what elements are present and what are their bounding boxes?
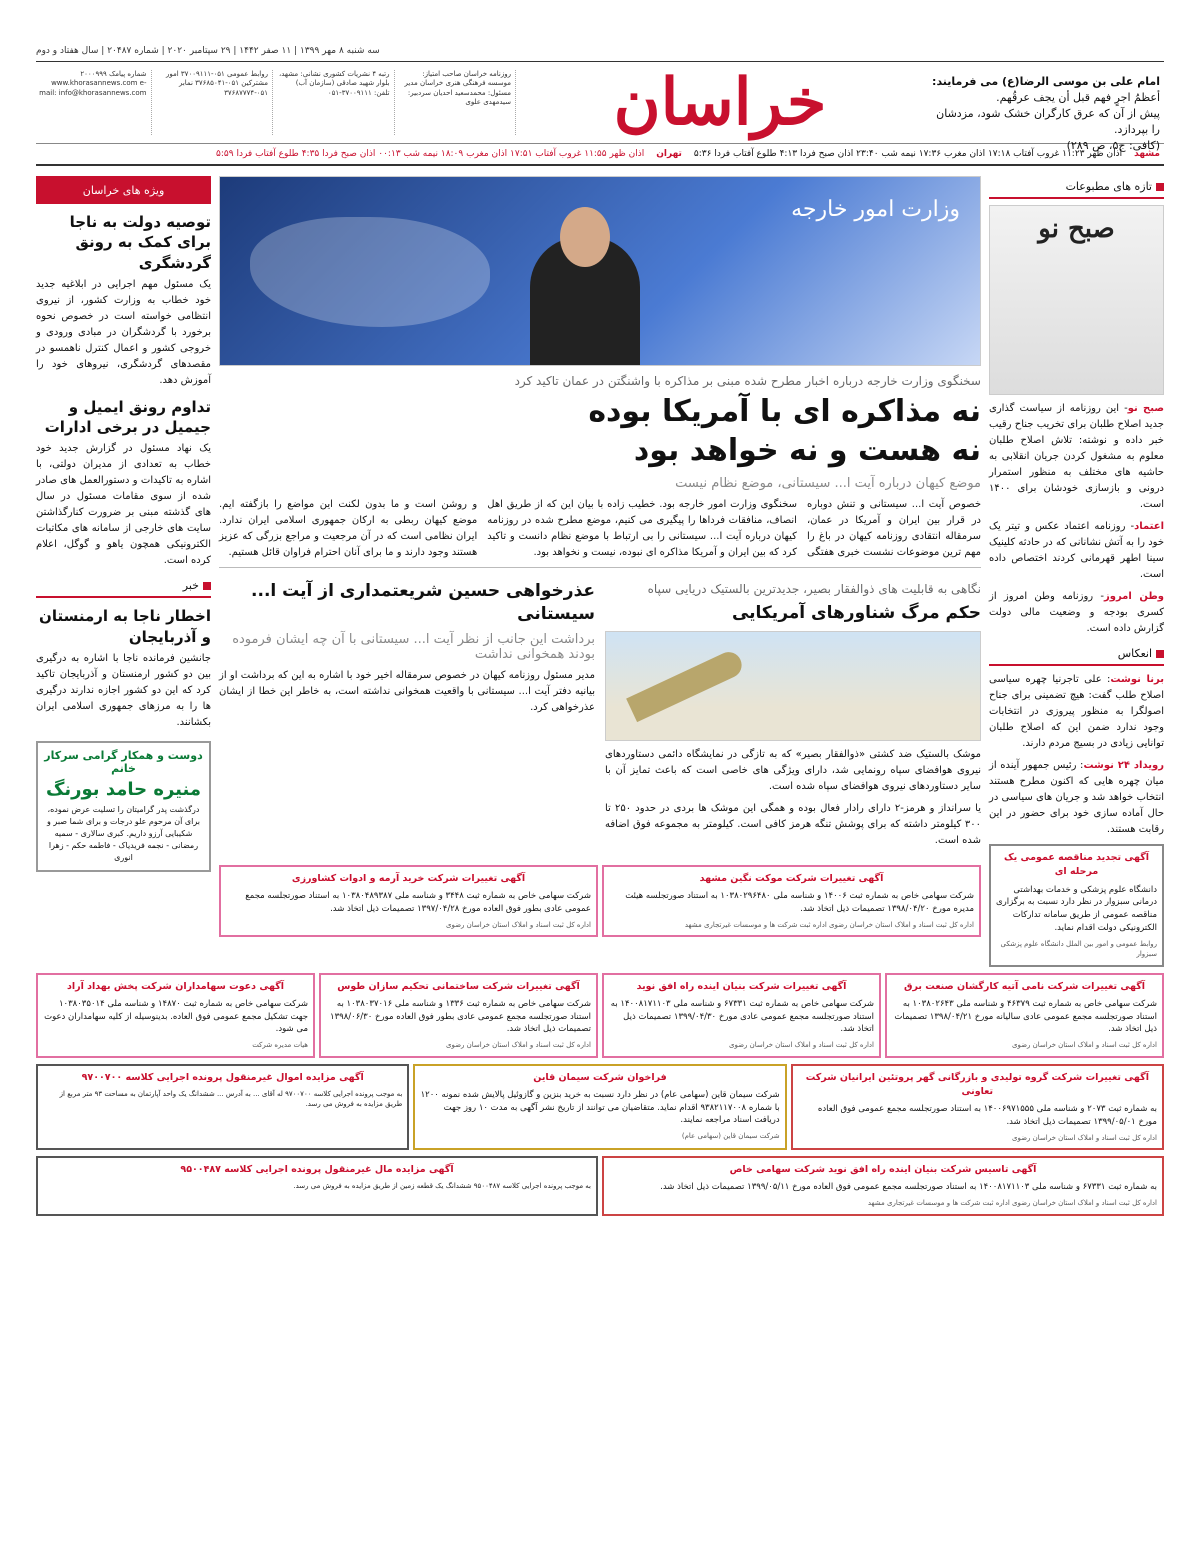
mashhad-times: اذان ظهر ۱۱:۲۳ غروب آفتاب ۱۷:۱۸ اذان مغرب ۱۷:۳۶ نیمه شب ۲۳:۴۰ اذان صبح فردا ۴:۱۳ طلوع آفتاب فردا ۵:۳۶ xyxy=(693,149,1123,159)
ad-box[interactable] xyxy=(602,1156,1164,1216)
newspaper-thumbnail[interactable] xyxy=(989,205,1164,395)
side-headline[interactable]: اخطار ناجا به ارمنستان و آذربایجان xyxy=(39,607,211,646)
ad-footer: روابط عمومی و امور بین الملل دانشگاه علوم پزشکی سبزوار xyxy=(1000,939,1157,958)
apology-story xyxy=(219,574,595,855)
lead-subhead: موضع کیهان درباره آیت ا... سیستانی، موضع نظام نیست xyxy=(675,476,981,491)
ad-title: آگهی تاسیس شرکت بنیان اینده راه افق نوید شرکت سهامی خاص xyxy=(729,1164,1037,1175)
ad-title: آگهی مزایده مال غیرمنقول پرونده اجرایی کلاسه ۹۵۰۰۴۸۷ xyxy=(180,1164,454,1175)
missile-photo[interactable] xyxy=(605,631,981,741)
lead-text: سخنگوی وزارت امور خارجه بود. خطیب زاده با بیان این که از طریق اهل انصاف، منافقات فرداها را پیگیری می کنیم، موضع مطرح شده در روزنامه کیهان درباره آیت ا... سیستانی را بی ارتباط با موضع نظام دانست و تاکید کرد که بین ایران و آمریکا مذاکره ای نبوده، نیست و نخواهد بود. xyxy=(487,499,797,558)
section-title: تازه های مطبوعات xyxy=(1065,180,1152,193)
reflection-item xyxy=(989,758,1164,838)
ads-row-middle xyxy=(36,973,1164,1058)
left-column xyxy=(36,176,211,967)
ad-footer: شرکت سیمان قاین (سهامی عام) xyxy=(681,1132,780,1140)
masthead xyxy=(36,62,1164,152)
press-text: - روزنامه اعتماد عکس و تیتر یک خود را به آتش نشانانی که در حادثه کلینیک سینا اطهر قهرمانی کردند اختصاص داده است. xyxy=(989,521,1164,580)
side-text: یک مسئول مهم اجرایی در ابلاغیه جدید خود خطاب به وزارت کشور، از نیروی انتظامی خواسته است در خصوص نحوه برخورد با گردشگران در مبادی ورودی و خروجی کشور و اعمال کنترل ناهمسو در مقصدهای گردشگری، نیروهای خود را آموزش دهد. xyxy=(36,278,211,386)
press-lead: اعتماد xyxy=(1134,521,1164,532)
spokesperson-head xyxy=(560,207,610,267)
ads-row-bottom xyxy=(36,1064,1164,1151)
section-title: انعکاس xyxy=(1117,647,1152,660)
headline-line: نه هست و نه خواهد بود xyxy=(633,433,981,468)
apology-headline[interactable]: عذرخواهی حسین شریعتمداری از آیت ا... سیستانی xyxy=(251,581,595,624)
ad-title: آگهی تجدید مناقصه عمومی یک مرحله ای xyxy=(1003,852,1150,878)
ad-box[interactable] xyxy=(36,1064,409,1151)
ad-box[interactable] xyxy=(319,973,598,1058)
apology-text: مدیر مسئول روزنامه کیهان در خصوص سرمقاله اخیر خود با اشاره به این که برداشت او از بیانیه دفتر آیت ا... سیستانی با واقعیت همخوانی نداشته است، به خاطر این خطا از ایشان عذرخواهی کرد. xyxy=(219,669,595,713)
ad-footer: اداره کل ثبت اسناد و املاک استان خراسان رضوی xyxy=(1011,1041,1157,1049)
ad-text: شرکت سهامی خاص به شماره ثبت ۱۴۰۰۶ و شناسه ملی ۱۰۳۸۰۲۹۶۴۸۰ به استناد صورتجلسه هیئت مدیره مورخ ۱۳۹۸/۰۴/۲۰ تصمیمات ذیل اتخاذ شد. xyxy=(625,891,974,914)
lead-text: و روشن است و ما بدون لکنت این مواضع را بازگفته ایم. موضع کیهان ربطی به ارکان جمهوری اسلامی ایران ندارد. ایران نظامی است که در آن مرجعیت و مراجع بزرگی که عزیز هستند وجود دارند و ما برای آنان احترام فراوان قائل هستیم. xyxy=(219,499,478,558)
ad-footer: اداره کل ثبت اسناد و املاک استان خراسان رضوی اداره ثبت شرکت ها و موسسات غیرتجاری مشهد xyxy=(867,1199,1157,1207)
ad-footer: اداره کل ثبت اسناد و املاک استان خراسان رضوی xyxy=(728,1041,874,1049)
ad-text: به شماره ثبت ۶۷۳۳۱ و شناسه ملی ۱۴۰۰۸۱۷۱۱۰۳ به استناد صورتجلسه مجمع عمومی فوق العاده مورخ ۱۳۹۹/۰۵/۱۱ تصمیمات ذیل اتخاذ شد. xyxy=(660,1182,1157,1193)
ad-text: شرکت سهامی خاص به شماره ثبت ۴۶۳۷۹ و شناسه ملی ۱۰۳۸۰۲۶۴۳ به استناد صورتجلسه مجمع عمومی عادی سالیانه مورخ ۱۳۹۸/۰۴/۲۱ تصمیمات ذیل اتخاذ شد. xyxy=(894,998,1157,1035)
logo-text: خراسان xyxy=(613,65,827,140)
lead-kicker: سخنگوی وزارت خارجه درباره اخبار مطرح شده مبنی بر مذاکره با واشنگتن در عمان تاکید کرد xyxy=(514,374,981,388)
ad-title: آگهی تغییرات شرکت ساختمانی تحکیم سازان طوس xyxy=(337,980,580,992)
ministry-sign: وزارت امور خارجه xyxy=(791,197,960,222)
missile-text: موشک بالستیک ضد کشتی «ذوالفقار بصیر» که به تازگی در نمایشگاه دائمی دستاوردهای نیروی هوافضای سپاه رونمایی شد، دارای ویژگی های خاصی است که باعث تمایز آن با سایر دستاوردهای نیروی هوافضای سپاه شده است. xyxy=(605,748,981,792)
ad-title: آگهی مزایده اموال غیرمنقول پرونده اجرایی کلاسه ۹۷۰۰۷۰۰ xyxy=(81,1071,364,1083)
ad-title: آگهی دعوت سهامداران شرکت پخش بهداد آراد xyxy=(66,980,284,992)
lead-story-body xyxy=(219,497,981,567)
ad-box[interactable] xyxy=(791,1064,1164,1151)
press-lead: صبح نو xyxy=(1127,403,1164,414)
missile-kicker: نگاهی به قابلیت های ذوالفقار بصیر، جدیدترین بالستیک دریایی سپاه xyxy=(647,582,981,596)
info-column: روابط عمومی ۰۵۱-۳۷۰۰۹۱۱۱ امور مشترکین ۰۵۱-۳۷۶۸۵۰۴۱ نمابر ۰۵۱-۳۷۶۸۷۷۷۴ xyxy=(158,70,274,135)
side-headline[interactable]: تداوم رونق ایمیل و جیمیل در برخی ادارات xyxy=(44,397,211,436)
hero-photo[interactable] xyxy=(219,176,981,366)
ad-title: آگهی تغییرات شرکت خرید آرمه و ادوات کشاورزی xyxy=(291,872,526,884)
main-headline[interactable] xyxy=(219,392,981,470)
world-map-shape xyxy=(250,217,490,327)
ad-text: دانشگاه علوم پزشکی و خدمات بهداشتی درمانی سبزوار در نظر دارد نسبت به برگزاری مناقصه عمومی از طریق سامانه تدارکات الکترونیکی دولت اقدام نماید. xyxy=(996,884,1157,933)
side-text: جانشین فرمانده ناجا با اشاره به درگیری بین دو کشور ارمنستان و آذربایجان تاکید کرد که این دو کشور اجازه ندارند درگیری ها را به مرزهای جمهوری اسلامی ایران بکشانند. xyxy=(36,652,211,728)
ad-box[interactable] xyxy=(602,865,981,937)
content-grid xyxy=(36,176,1164,967)
ad-text: شرکت سیمان قاین (سهامی عام) در نظر دارد نسبت به خرید بنزین و گازوئیل پالایش شده نمونه ۱۲۰۰ با شماره ۹۳۸۲۱۱۷۰۰۸ اقدام نماید. متقاضیان می توانند از تاریخ نشر آگهی به مدت ۱۰ روز جهت دریافت اسناد مراجعه نمایند. xyxy=(420,1089,780,1126)
side-headline[interactable]: توصیه دولت به ناجا برای کمک به رونق گردشگری xyxy=(69,213,211,272)
hadith-reference: (کافی: ج۵، ص ۲۸۹) xyxy=(1066,138,1160,152)
ads-row-last xyxy=(36,1156,1164,1216)
missile-text: یا سرانداز و هرمز-۲ دارای رادار فعال بوده و همگی این موشک ها بردی در حدود ۲۵۰ تا ۳۰۰ کیلومتر داشته که برای پوشش تنگه هرمز کافی است. کیلومتر به مجموعه فوق اضافه شده است. xyxy=(605,802,981,846)
side-text: یک نهاد مسئول در گزارش جدید خود خطاب به تعدادی از مدیران دولتی، با اشاره به تاکیدات و دستورالعمل های صادر شده از سوی مقامات مسئول در سال های گذشته مبنی بر ضرورت کنارگذاشتن سایت های خارجی از سامانه های مکاتبات الکترونیکی همچون یاهو و گوگل، اعلام کرده است. xyxy=(36,443,211,567)
condolence-text: درگذشت پدر گرامیتان را تسلیت عرض نموده، برای آن مرحوم علو درجات و برای شما صبر و شکیبایی آرزو داریم. کبری سالاری - سمیه رمضانی - نجمه فریدیاک - فاطمه حکم - زهرا انوری xyxy=(47,804,200,862)
ads-row-top xyxy=(219,865,981,937)
tehran-times: اذان ظهر ۱۱:۵۵ غروب آفتاب ۱۷:۵۱ اذان مغرب ۱۸:۰۹ نیمه شب ۰۰:۱۳ اذان صبح فردا ۴:۳۵ طلوع آفتاب فردا ۵:۵۹ xyxy=(216,149,645,159)
headline-line: نه مذاکره ای با آمریکا بوده xyxy=(588,394,981,429)
missile-shape xyxy=(626,648,746,722)
reflection-text: : رئیس جمهور آینده از میان چهره هایی که اکنون مطرح هستند انتخاب خواهد شد و جریان های سیاسی در حال آماده سازی خود برای حضور در این رقابت هستند. xyxy=(989,760,1164,835)
hadith-arabic: أعظمُ اجرٍ فهم قبل أن يجف عرقُهم. xyxy=(996,90,1160,104)
apology-subhead: برداشت این جانب از نظر آیت ا... سیستانی با آن چه ایشان فرموده بودند همخوانی نداشت xyxy=(232,631,595,662)
special-banner: ویژه های خراسان xyxy=(36,176,211,204)
ad-title: آگهی تغییرات شرکت بنیان اینده راه افق نوید xyxy=(636,980,847,992)
ad-footer: اداره کل ثبت اسناد و املاک استان خراسان رضوی xyxy=(445,920,591,929)
lead-text: خصوص آیت ا... سیستانی و تنش دوباره در قرار بین ایران و آمریکا در عمان، سرمقاله انتقادی روزنامه کیهان در باغ را مهم ترین موضوعات نشست خبری هفتگی xyxy=(806,499,981,558)
reflection-item xyxy=(989,672,1164,752)
right-column xyxy=(989,176,1164,967)
bullet-icon xyxy=(203,582,211,590)
ad-box[interactable] xyxy=(885,973,1164,1058)
ad-title: فراخوان شرکت سیمان قاین xyxy=(533,1071,667,1083)
ad-text: به شماره ثبت ۲۰۷۳ و شناسه ملی ۱۴۰۰۶۹۷۱۵۵۵ به استناد صورتجلسه مجمع عمومی فوق العاده مورخ ۱۳۹۹/۰۵/۰۱ تصمیمات ذیل اتخاذ شد. xyxy=(817,1104,1157,1127)
bullet-icon xyxy=(1156,183,1164,191)
thumbnail-title: صبح نو xyxy=(1038,214,1115,244)
ad-text: شرکت سهامی خاص به شماره ثبت ۶۷۳۳۱ و شناسه ملی ۱۴۰۰۸۱۷۱۱۰۳ به استناد صورتجلسه مجمع عمومی عادی مورخ ۱۳۹۹/۰۴/۳۰ تصمیمات ذیل اتخاذ شد. xyxy=(610,998,874,1035)
info-column: رتبه ۴ نشریات کشوری نشانی: مشهد، بلوار شهید صادقی (سازمان آب) تلفن: ۳۷۰۰۹۱۱۱-۰۵۱ xyxy=(279,70,395,135)
ad-text: به موجب پرونده اجرایی کلاسه ۹۵۰۰۴۸۷ ششدانگ یک قطعه زمین از طریق مزایده به فروش می رسد. xyxy=(293,1182,591,1191)
ad-text: شرکت سهامی خاص به شماره ثبت ۱۳۳۶ و شناسه ملی ۱۰۳۸۰۳۷۰۱۶ به استناد صورتجلسه مجمع عمومی عادی بطور فوق العاده مورخ ۱۳۹۸/۰۶/۳۰ تصمیمات ذیل اتخاذ شد. xyxy=(330,998,591,1035)
ad-title: آگهی تغییرات شرکت موکت نگین مشهد xyxy=(699,872,884,884)
publisher-info xyxy=(36,62,516,143)
ad-box[interactable] xyxy=(219,865,598,937)
hadith-translation: پیش از آن که عرق کارگران خشک شود، مزدشان را بپردازد. xyxy=(936,106,1160,136)
ad-text: شرکت سهامی خاص به شماره ثبت ۳۴۴۸ و شناسه ملی ۱۰۳۸۰۴۸۹۳۸۷ به استناد صورتجلسه مجمع عمومی عادی بطور فوق العاده مورخ ۱۳۹۷/۰۴/۲۸ تصمیمات ذیل اتخاذ شد. xyxy=(245,891,591,914)
reflection-text: : علی تاجرنیا چهره سیاسی اصلاح طلب گفت: هیچ تضمینی برای جناح اصولگرا به منظور پیروزی در انتخابات وجود ندارد ضمن این که اصلاح طلبان توانایی زیادی در بسیج مردم دارند. xyxy=(989,674,1164,749)
condolence-ad[interactable] xyxy=(36,741,211,872)
hadith-box xyxy=(924,62,1164,152)
date-text: سه شنبه ۸ مهر ۱۳۹۹ | ۱۱ صفر ۱۴۴۲ | ۲۹ سپتامبر ۲۰۲۰ | شماره ۲۰۴۸۷ | سال هفتاد و دوم xyxy=(36,45,380,56)
ad-box[interactable] xyxy=(36,973,315,1058)
press-lead: وطن امروز xyxy=(1103,591,1164,602)
section-header xyxy=(989,176,1164,199)
date-line xyxy=(36,40,1164,62)
info-column: روزنامه خراسان صاحب امتیاز: موسسه فرهنگی هنری خراسان مدیر مسئول: محمدسعید احدیان سردبیر: سیدمهدی علوی xyxy=(401,70,517,135)
section-header xyxy=(36,575,211,598)
tender-ad[interactable] xyxy=(989,844,1164,967)
logo xyxy=(516,62,924,143)
ad-footer: هیات مدیره شرکت xyxy=(252,1041,308,1049)
reflection-lead: رویداد ۲۴ نوشت xyxy=(1083,760,1164,771)
ad-box[interactable] xyxy=(36,1156,598,1216)
hadith-title: امام علی بن موسی الرضا(ع) می فرمایند: xyxy=(932,75,1160,88)
press-item xyxy=(989,589,1164,637)
ad-title: آگهی تغییرات شرکت گروه تولیدی و بازرگانی گهر پروتئین ایرانیان شرکت تعاونی xyxy=(805,1071,1149,1097)
press-item xyxy=(989,401,1164,513)
info-column: شماره پیامک ۲۰۰۰۹۹۹ www.khorasannews.com e-mail: info@khorasannews.com xyxy=(36,70,152,135)
press-text: - روزنامه وطن امروز از کسری بودجه و وضعیت مالی دولت گزارش داده است. xyxy=(989,591,1164,634)
ad-box[interactable] xyxy=(602,973,881,1058)
press-item xyxy=(989,519,1164,583)
ad-footer: اداره کل ثبت اسناد و املاک استان خراسان رضوی اداره ثبت شرکت ها و موسسات غیرتجاری مشهد xyxy=(684,920,974,929)
missile-headline[interactable]: حکم مرگ شناورهای آمریکایی xyxy=(731,603,981,623)
condolence-name: منیره حامد بورنگ xyxy=(45,778,202,800)
press-text: - این روزنامه از سیاست گذاری جدید اصلاح طلبان برای تخریب جناح رقیب خبر داده و نوشته: تلاش اصلاح طلبان معلوم به مشغول کردن جریان انقلابی به حاشیه های مختلف به منظور استمرار درونی و بازسازی خودشان برای ۱۴۰۰ است. xyxy=(989,403,1164,510)
ad-text: شرکت سهامی خاص به شماره ثبت ۱۴۸۷۰ و شناسه ملی ۱۰۳۸۰۳۵۰۱۴ جهت تشکیل مجمع عمومی فوق العاده. بدینوسیله از کلیه سهامداران دعوت می شود. xyxy=(44,998,308,1035)
reflection-lead: برنا نوشت xyxy=(1110,674,1164,685)
ad-footer: اداره کل ثبت اسناد و املاک استان خراسان رضوی xyxy=(1011,1133,1157,1142)
ad-title: آگهی تغییرات شرکت نامی آتیه کارگشان صنعت برق xyxy=(903,980,1145,992)
second-stories xyxy=(219,567,981,855)
main-column xyxy=(219,176,981,967)
bullet-icon xyxy=(1156,650,1164,658)
ad-text: به موجب پرونده اجرایی کلاسه ۹۷۰۰۷۰۰ له آقای ... به آدرس ... ششدانگ یک واحد آپارتمان به مساحت ۹۳ متر مربع از طریق مزایده به فروش می رسد. xyxy=(59,1089,403,1108)
ad-footer: اداره کل ثبت اسناد و املاک استان خراسان رضوی xyxy=(445,1041,591,1049)
city-tehran: تهران xyxy=(656,149,682,159)
section-header xyxy=(989,643,1164,666)
city-mashhad: مشهد xyxy=(1134,149,1160,159)
section-title: خبر xyxy=(182,579,199,593)
ad-box[interactable] xyxy=(413,1064,786,1151)
spokesperson-figure xyxy=(530,237,640,366)
condolence-title: دوست و همکار گرامی سرکار خانم xyxy=(44,748,203,775)
missile-story xyxy=(605,574,981,855)
